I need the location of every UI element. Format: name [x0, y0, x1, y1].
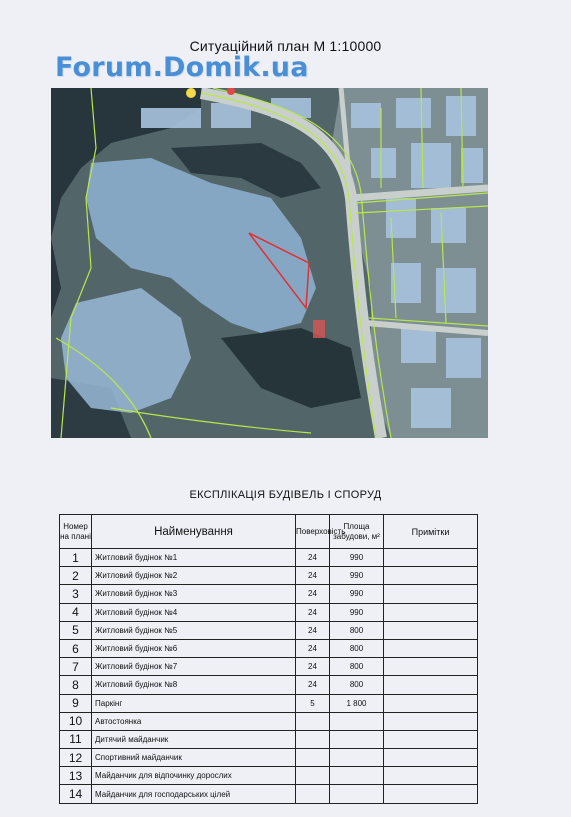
- table-header-row: [60, 515, 478, 549]
- row-notes: [384, 639, 478, 657]
- row-floors: [296, 785, 330, 803]
- table-row: [60, 567, 478, 585]
- row-name: Паркінг: [92, 694, 296, 712]
- row-notes: [384, 621, 478, 639]
- row-area: 990: [330, 549, 384, 567]
- row-name: Житловий будінок №4: [92, 603, 296, 621]
- row-floors: [296, 767, 330, 785]
- row-area: 990: [330, 603, 384, 621]
- row-name: Майданчик для відпочинку дорослих: [92, 767, 296, 785]
- table-row: [60, 603, 478, 621]
- row-name: Майданчик для господарських цілей: [92, 785, 296, 803]
- row-floors: 24: [296, 567, 330, 585]
- row-notes: [384, 694, 478, 712]
- table-row: [60, 712, 478, 730]
- explication-table: [59, 514, 478, 804]
- table-row: [60, 767, 478, 785]
- row-floors: 24: [296, 658, 330, 676]
- situation-map: [51, 88, 488, 438]
- table-row: [60, 785, 478, 803]
- row-notes: [384, 730, 478, 748]
- table-row: [60, 621, 478, 639]
- row-name: Житловий будінок №1: [92, 549, 296, 567]
- row-number: 1: [60, 549, 92, 567]
- row-notes: [384, 785, 478, 803]
- row-number: 8: [60, 676, 92, 694]
- row-notes: [384, 658, 478, 676]
- header-area: Площа забудови, м²: [330, 515, 384, 549]
- plan-title: Ситуаційний план М 1:10000: [189, 38, 382, 54]
- row-number: 5: [60, 621, 92, 639]
- table-row: [60, 585, 478, 603]
- row-name: Житловий будінок №7: [92, 658, 296, 676]
- row-name: Спортивний майданчик: [92, 749, 296, 767]
- row-area: 800: [330, 676, 384, 694]
- row-floors: [296, 712, 330, 730]
- row-area: [330, 785, 384, 803]
- row-number: 14: [60, 785, 92, 803]
- row-area: 990: [330, 585, 384, 603]
- row-number: 12: [60, 749, 92, 767]
- row-notes: [384, 676, 478, 694]
- row-number: 9: [60, 694, 92, 712]
- row-floors: 24: [296, 639, 330, 657]
- row-area: 990: [330, 567, 384, 585]
- row-notes: [384, 567, 478, 585]
- row-name: Житловий будінок №3: [92, 585, 296, 603]
- row-floors: 24: [296, 585, 330, 603]
- row-number: 3: [60, 585, 92, 603]
- table-row: [60, 676, 478, 694]
- row-area: [330, 712, 384, 730]
- row-name: Дитячий майданчик: [92, 730, 296, 748]
- row-floors: [296, 730, 330, 748]
- table-row: [60, 549, 478, 567]
- table-row: [60, 639, 478, 657]
- row-name: Житловий будінок №8: [92, 676, 296, 694]
- row-area: [330, 730, 384, 748]
- row-notes: [384, 712, 478, 730]
- row-number: 7: [60, 658, 92, 676]
- row-area: 800: [330, 621, 384, 639]
- row-notes: [384, 749, 478, 767]
- watermark-logo: Forum.Domik.ua: [55, 52, 309, 83]
- table-row: [60, 730, 478, 748]
- row-notes: [384, 549, 478, 567]
- row-area: [330, 767, 384, 785]
- row-notes: [384, 585, 478, 603]
- header-name: Найменування: [92, 515, 296, 549]
- row-area: 1 800: [330, 694, 384, 712]
- table-title: ЕКСПЛІКАЦІЯ БУДІВЕЛЬ І СПОРУД: [189, 489, 382, 501]
- row-floors: 24: [296, 603, 330, 621]
- row-name: Автостоянка: [92, 712, 296, 730]
- table-row: [60, 658, 478, 676]
- row-floors: 24: [296, 549, 330, 567]
- header-number: Номер на плані: [60, 515, 92, 549]
- row-number: 10: [60, 712, 92, 730]
- row-floors: 24: [296, 621, 330, 639]
- row-notes: [384, 767, 478, 785]
- map-graphic: [51, 88, 488, 438]
- row-name: Житловий будінок №5: [92, 621, 296, 639]
- row-area: 800: [330, 639, 384, 657]
- row-number: 2: [60, 567, 92, 585]
- row-floors: 24: [296, 676, 330, 694]
- row-number: 4: [60, 603, 92, 621]
- row-number: 13: [60, 767, 92, 785]
- row-area: 800: [330, 658, 384, 676]
- row-notes: [384, 603, 478, 621]
- row-number: 6: [60, 639, 92, 657]
- row-name: Житловий будінок №6: [92, 639, 296, 657]
- header-notes: Примітки: [384, 515, 478, 549]
- row-floors: 5: [296, 694, 330, 712]
- row-floors: [296, 749, 330, 767]
- row-name: Житловий будінок №2: [92, 567, 296, 585]
- row-number: 11: [60, 730, 92, 748]
- table-row: [60, 694, 478, 712]
- header-floors: Поверховість: [296, 515, 330, 549]
- table-row: [60, 749, 478, 767]
- row-area: [330, 749, 384, 767]
